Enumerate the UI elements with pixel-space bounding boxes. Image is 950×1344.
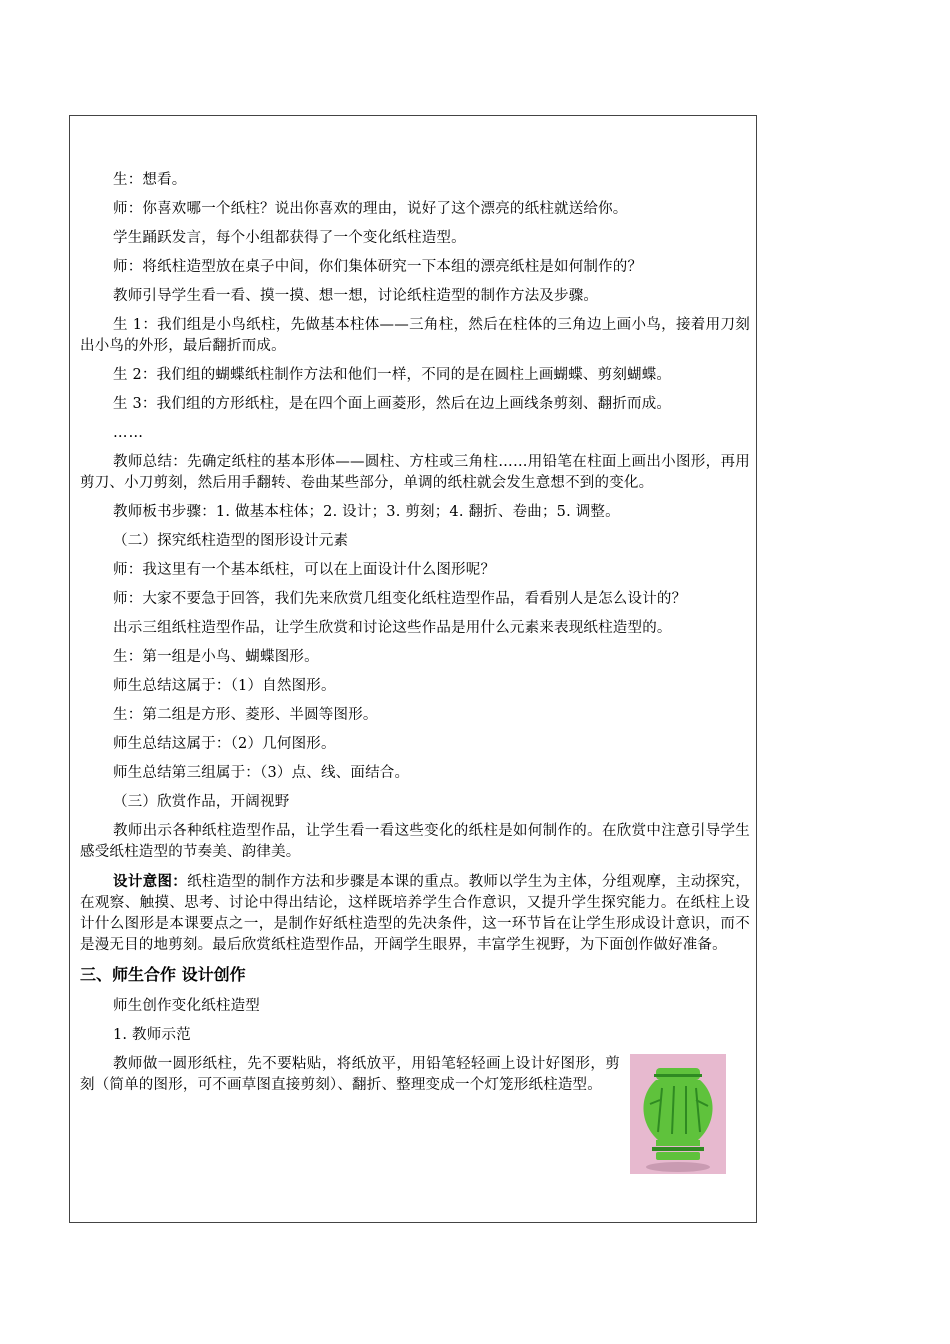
paragraph: 师生总结第三组属于：（3）点、线、面结合。 xyxy=(113,765,410,781)
paper-lantern-icon xyxy=(630,1054,726,1174)
paragraph: 生 3：我们组的方形纸柱，是在四个面上画菱形，然后在边上画线条剪刻、翻折而成。 xyxy=(113,396,672,412)
paragraph: 教师出示各种纸柱造型作品，让学生看一看这些变化的纸柱是如何制作的。在欣赏中注意引导学生感受纸柱造型的节奏美、韵律美。 xyxy=(80,823,750,860)
design-intent-label: 设计意图： xyxy=(113,873,188,890)
section-heading: 三、师生合作 设计创作 xyxy=(80,965,246,984)
design-intent-text: 纸柱造型的制作方法和步骤是本课的重点。教师以学生为主体，分组观摩，主动探究，在观察、触摸、思考、讨论中得出结论，这样既培养学生合作意识，又提升学生探究能力。在纸柱上设计什么图形是本课要点之一，是制作好纸柱造型的先决条件，这一环节旨在让学生形成设计意识，而不是漫无目的地剪刻。最后欣赏纸柱造型作品，开阔学生眼界，丰富学生视野，为下面创作做好准备。 xyxy=(80,874,750,953)
paragraph: 学生踊跃发言，每个小组都获得了一个变化纸柱造型。 xyxy=(113,230,466,246)
paragraph: 生：第二组是方形、菱形、半圆等图形。 xyxy=(113,707,378,723)
paragraph: 师：大家不要急于回答，我们先来欣赏几组变化纸柱造型作品，看看别人是怎么设计的？ xyxy=(113,591,687,607)
paragraph: 师：将纸柱造型放在桌子中间，你们集体研究一下本组的漂亮纸柱是如何制作的？ xyxy=(113,259,643,275)
paragraph: 1. 教师示范 xyxy=(113,1027,191,1043)
design-intent-paragraph xyxy=(80,871,750,956)
paragraph: 生：第一组是小鸟、蝴蝶图形。 xyxy=(113,649,319,665)
paragraph: 出示三组纸柱造型作品，让学生欣赏和讨论这些作品是用什么元素来表现纸柱造型的。 xyxy=(113,620,672,636)
paragraph: 生 2：我们组的蝴蝶纸柱制作方法和他们一样，不同的是在圆柱上画蝴蝶、剪刻蝴蝶。 xyxy=(113,367,672,383)
paragraph: 师：你喜欢哪一个纸柱？说出你喜欢的理由，说好了这个漂亮的纸柱就送给你。 xyxy=(113,201,628,217)
paragraph: 师：我这里有一个基本纸柱，可以在上面设计什么图形呢？ xyxy=(113,562,496,578)
subheading: （二）探究纸柱造型的图形设计元素 xyxy=(113,533,349,549)
lantern-photo xyxy=(630,1054,726,1174)
paragraph: 教师总结：先确定纸柱的基本形体——圆柱、方柱或三角柱……用铅笔在柱面上画出小图形，再用剪刀、小刀剪刻，然后用手翻转、卷曲某些部分，单调的纸柱就会发生意想不到的变化。 xyxy=(80,454,750,491)
demo-row xyxy=(80,1054,750,1184)
paragraph: 生 1：我们组是小鸟纸柱，先做基本柱体——三角柱，然后在柱体的三角边上画小鸟，接着用刀刻出小鸟的外形，最后翻折而成。 xyxy=(80,317,750,354)
paragraph: 师生创作变化纸柱造型 xyxy=(113,998,260,1014)
lesson-content xyxy=(80,170,750,1184)
paragraph: 师生总结这属于：（2）几何图形。 xyxy=(113,736,336,752)
subheading: （三）欣赏作品，开阔视野 xyxy=(113,794,290,810)
paragraph: 教师做一圆形纸柱，先不要粘贴，将纸放平，用铅笔轻轻画上设计好图形，剪刻（简单的图形，可不画草图直接剪刻）、翻折、整理变成一个灯笼形纸柱造型。 xyxy=(80,1056,620,1093)
paragraph: 师生总结这属于：（1）自然图形。 xyxy=(113,678,336,694)
paragraph: 教师引导学生看一看、摸一摸、想一想，讨论纸柱造型的制作方法及步骤。 xyxy=(113,288,599,304)
paragraph: 教师板书步骤：1. 做基本柱体；2. 设计；3. 剪刻；4. 翻折、卷曲；5. 调整。 xyxy=(113,504,620,520)
ellipsis-paragraph: …… xyxy=(113,425,144,441)
paragraph: 生：想看。 xyxy=(113,172,187,188)
